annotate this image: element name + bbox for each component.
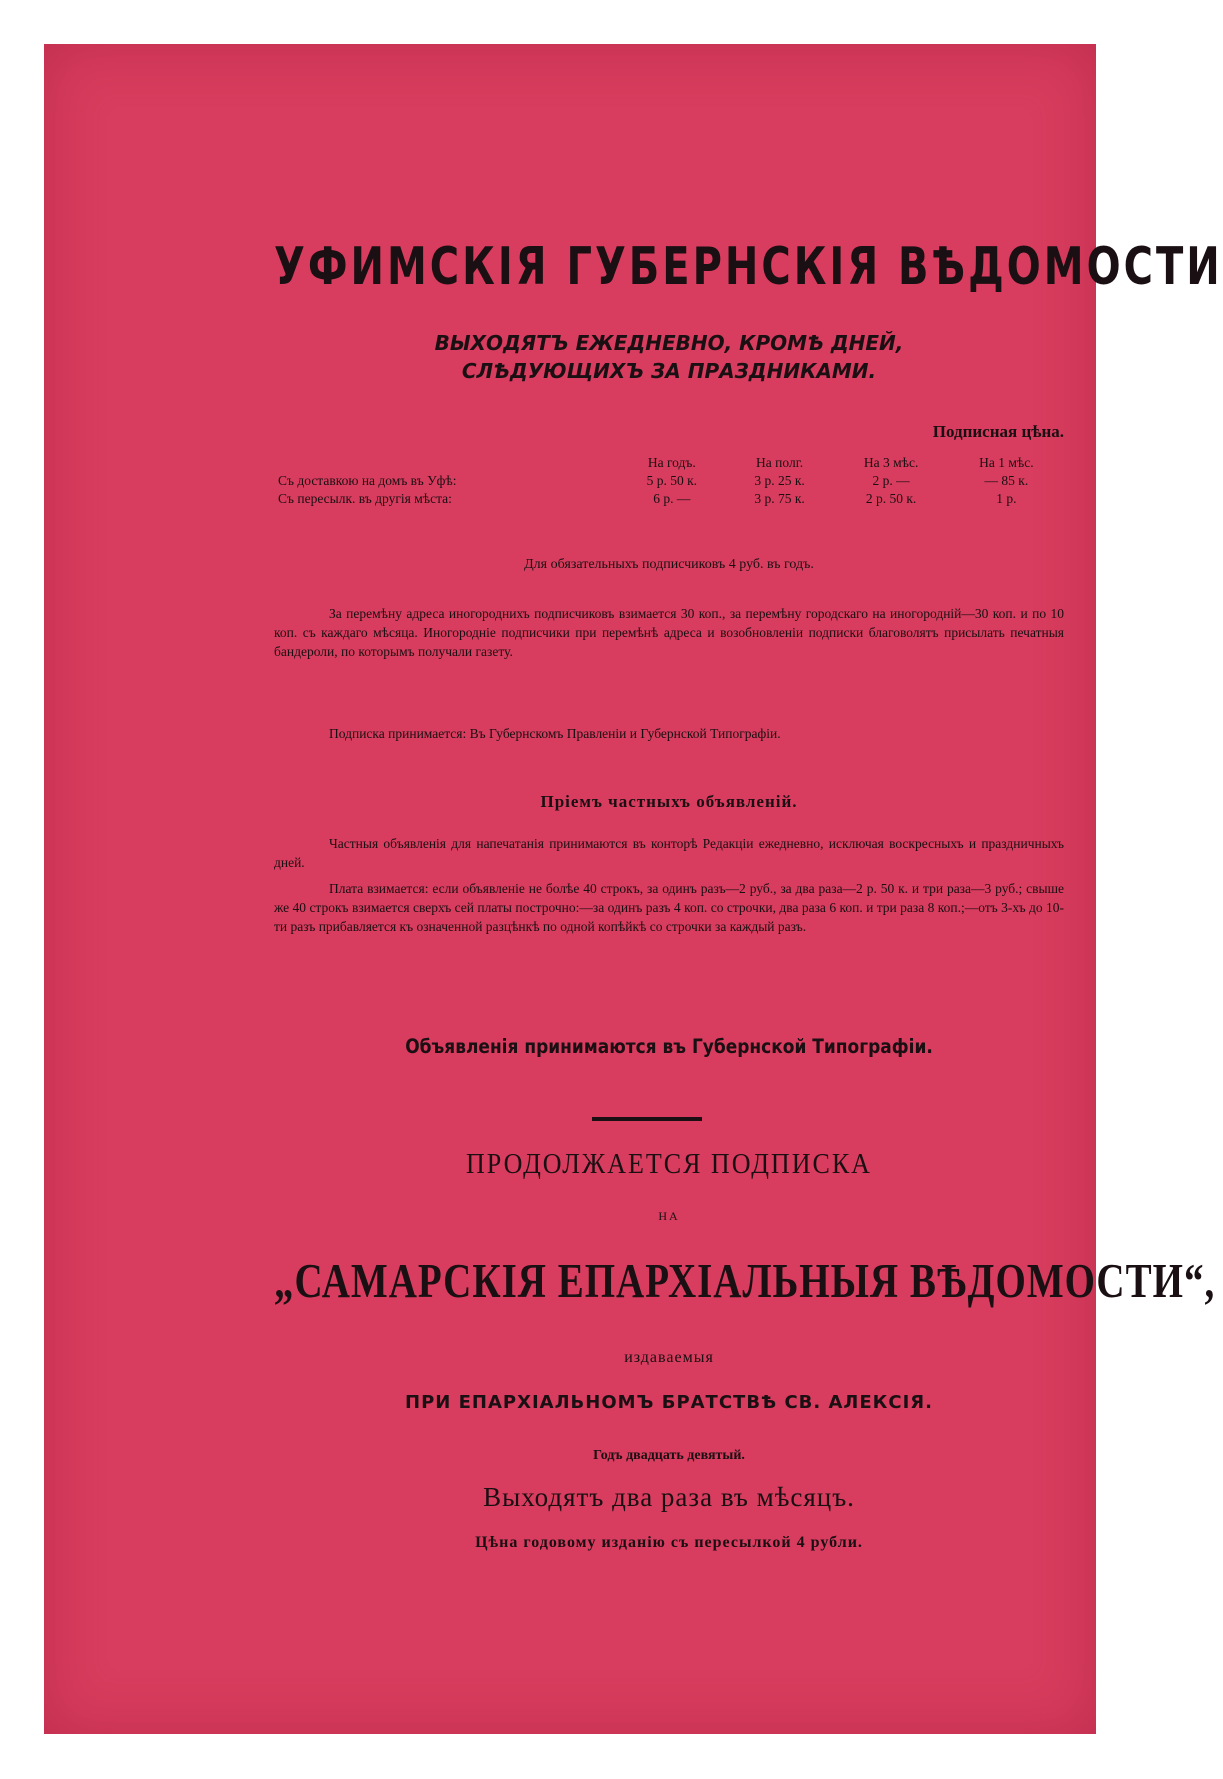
ads-typography-note: Объявленія принимаются въ Губернской Типографіи. [405, 1035, 933, 1059]
price-table-header [274, 454, 1064, 472]
subscription-heading: Подписная цѣна. [932, 422, 1064, 441]
subtitle-line-1: ВЫХОДЯТЪ ЕЖЕДНЕВНО, КРОМѢ ДНЕЙ, [434, 331, 904, 355]
brotherhood-line: ПРИ ЕПАРХІАЛЬНОМЪ БРАТСТВѢ СВ. АЛЕКСІЯ. [405, 1392, 933, 1413]
published-label: издаваемыя [624, 1349, 714, 1366]
ads-fee-paragraph: Плата взимается: если объявленіе не болѣе 40 строкъ, за одинъ разъ—2 руб., за два раза—2 р. 50 к. и три раза—3 руб.; свыше же 40 строкъ взимается сверхъ сей платы построчно:—за одинъ разъ 4 коп. со строчки, два раза 6 коп. и три раза 8 коп.;—отъ 3-хъ до 10-ти разъ прибавляется къ означенной разцѣнкѣ по одной копѣйкѣ со строчки за каждый разъ. [274, 881, 1064, 934]
samara-title: „САМАРСКІЯ ЕПАРХІАЛЬНЫЯ ВѢДОМОСТИ“, [274, 1254, 1216, 1309]
mandatory-subscribers-note: Для обязательныхъ подписчиковъ 4 руб. въ годъ. [524, 557, 814, 572]
row-label: Съ пересылк. въ другія мѣста: [278, 491, 452, 506]
subscription-accept-paragraph: Подписка принимается: Въ Губернскомъ Правленіи и Губернской Типографіи. [329, 726, 781, 741]
newspaper-subtitle [274, 329, 1064, 385]
price-row [274, 472, 1064, 490]
col-half: На полг. [756, 455, 804, 470]
ads-accept-paragraph: Частныя объявленія для напечатанія принимаются въ конторѣ Редакціи ежедневно, исключая воскресныхъ и праздничныхъ дней. [274, 836, 1064, 870]
on-label: НА [658, 1209, 680, 1223]
col-three: На 3 мѣс. [863, 455, 919, 470]
price-cell: 5 р. 50 к. [646, 473, 698, 488]
row-label: Съ доставкою на домъ въ Уфѣ: [278, 473, 457, 488]
address-change-paragraph: За перемѣну адреса иногороднихъ подписчиковъ взимается 30 коп., за перемѣну городскаго на иногородній—30 коп. и по 10 коп. съ каждаго мѣсяца. Иногородніе подписчики при перемѣнѣ адреса и возобновленіи подписки благоволятъ присылать печатныя бандероли, по которымъ получали газету. [274, 606, 1064, 659]
price-row [274, 490, 1064, 508]
annual-price-line: Цѣна годовому изданію съ пересылкой 4 рубли. [475, 1534, 863, 1551]
col-year: На годъ. [647, 455, 696, 470]
page-sheet [44, 44, 1223, 1734]
price-cell: — 85 к. [984, 473, 1029, 488]
subscription-continues-heading: ПРОДОЛЖАЕТСЯ ПОДПИСКА [466, 1147, 872, 1180]
price-cell: 3 р. 25 к. [754, 473, 805, 488]
price-cell: 6 р. — [653, 491, 691, 506]
price-cell: 2 р. — [872, 473, 910, 488]
frequency-line: Выходятъ два раза въ мѣсяцъ. [483, 1482, 855, 1512]
year-line: Годъ двадцать девятый. [593, 1448, 745, 1463]
price-table [274, 454, 1064, 508]
price-table-corner [274, 454, 618, 472]
price-cell: 1 р. [996, 491, 1017, 506]
price-cell: 2 р. 50 к. [865, 491, 917, 506]
newspaper-title: УФИМСКІЯ ГУБЕРНСКІЯ ВѢДОМОСТИ [274, 237, 1223, 297]
col-one: На 1 мѣс. [979, 455, 1034, 470]
subtitle-line-2: СЛѢДУЮЩИХЪ ЗА ПРАЗДНИКАМИ. [461, 359, 877, 383]
private-ads-heading: Пріемъ частныхъ объявленій. [540, 792, 798, 811]
price-cell: 3 р. 75 к. [754, 491, 805, 506]
